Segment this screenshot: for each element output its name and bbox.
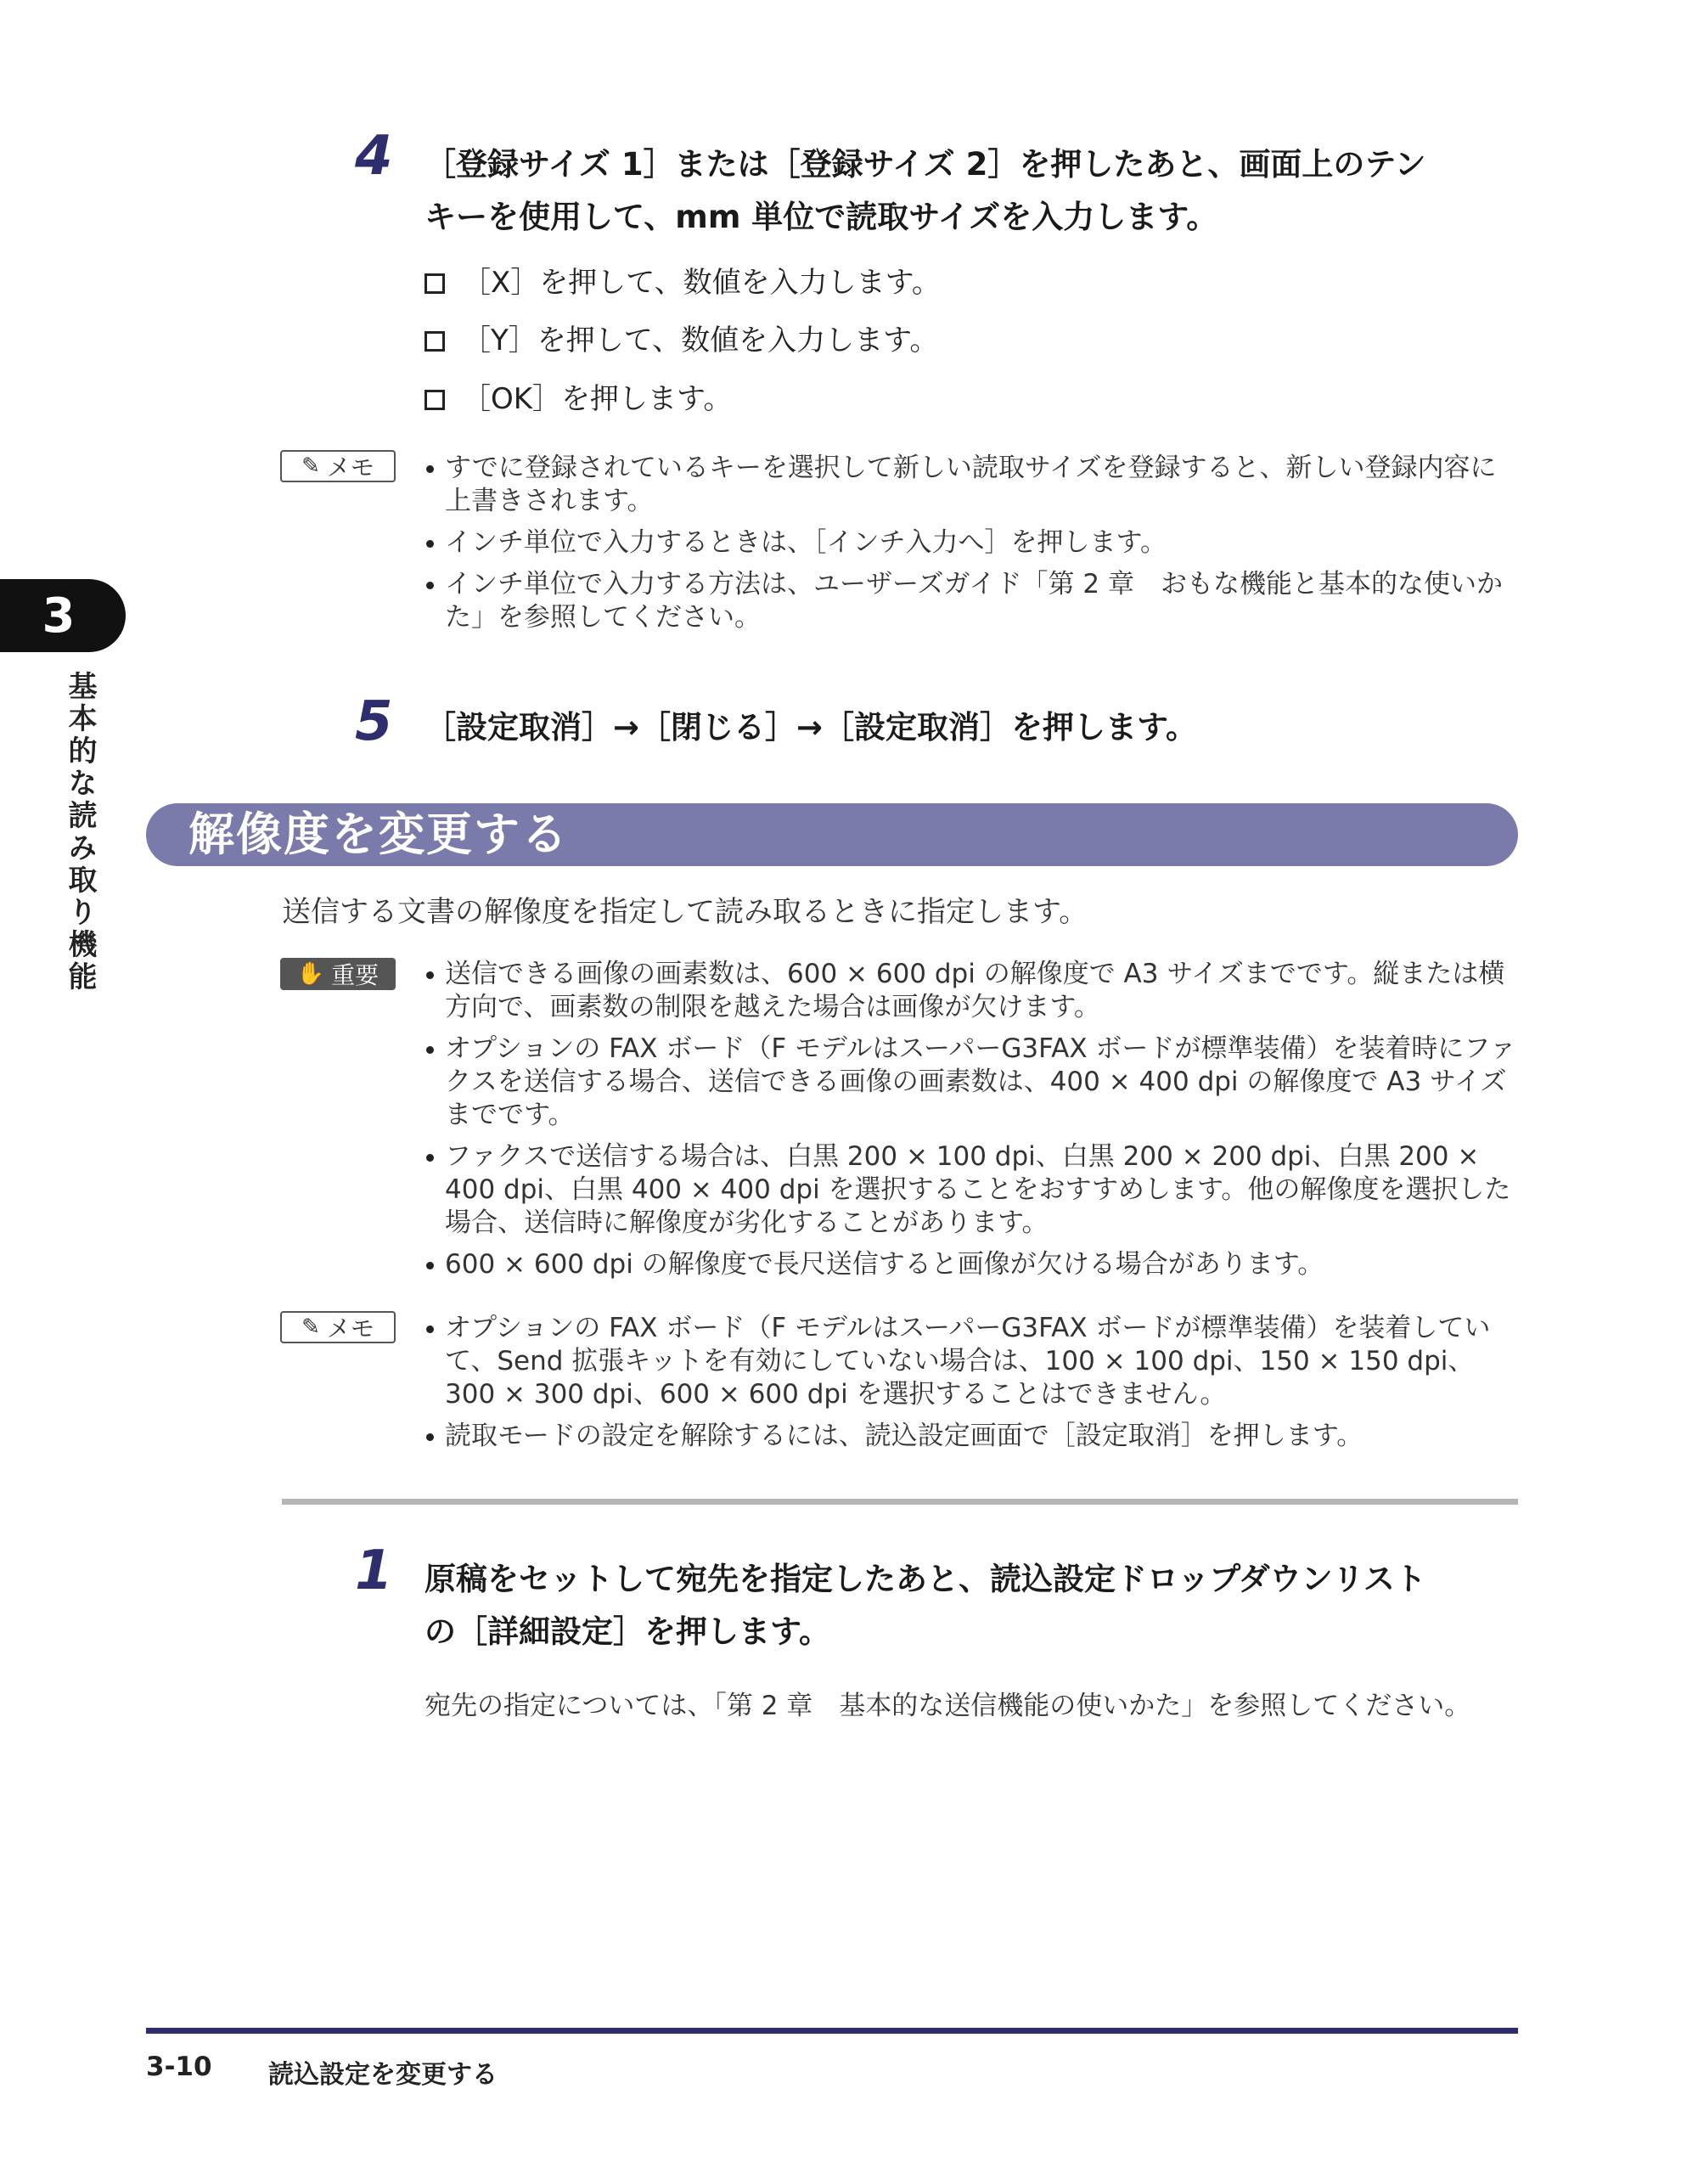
memo-1-list xyxy=(424,452,1520,643)
chapter-title: 基本的な読み取り機能 xyxy=(63,671,97,993)
memo-label-text: メモ xyxy=(326,453,374,481)
memo-2-item: 読取モードの設定を解除するには、読込設定画面で［設定取消］を押します。 xyxy=(424,1420,1520,1453)
chapter-tab: 3 xyxy=(0,579,126,652)
page-number: 3-10 xyxy=(146,2052,212,2082)
section-intro: 送信する文書の解像度を指定して読み取るときに指定します。 xyxy=(282,895,1088,929)
important-list xyxy=(424,958,1520,1290)
step-4-title-line1: ［登録サイズ 1］または［登録サイズ 2］を押したあと、画面上のテン xyxy=(424,146,1426,183)
section-divider xyxy=(282,1499,1518,1505)
important-item: オプションの FAX ボード（F モデルはスーパーG3FAX ボードが標準装備）を装着時にファクスを送信する場合、送信できる画像の画素数は、400 × 400 dpi の解像度で A3 サイズまでです。 xyxy=(424,1033,1520,1132)
checkbox-icon xyxy=(424,390,445,410)
pencil-icon: ✎ xyxy=(301,1314,320,1340)
step-4-number: 4 xyxy=(355,125,393,188)
check-item-y xyxy=(424,324,938,357)
check-item-label: ［OK］を押します。 xyxy=(462,382,733,416)
checkbox-icon xyxy=(424,273,445,294)
memo-1-item: インチ単位で入力する方法は、ユーザーズガイド「第 2 章 おもな機能と基本的な使いかた」を参照してください。 xyxy=(424,568,1520,634)
important-item: 600 × 600 dpi の解像度で長尺送信すると画像が欠ける場合があります。 xyxy=(424,1248,1520,1281)
step-1-title-line1: 原稿をセットして宛先を指定したあと、読込設定ドロップダウンリスト xyxy=(424,1561,1426,1597)
hand-icon: ✋ xyxy=(296,961,325,987)
pencil-icon: ✎ xyxy=(301,453,320,479)
memo-2-list xyxy=(424,1312,1520,1461)
section-title: 解像度を変更する xyxy=(188,808,569,861)
step-4-title-line2: キーを使用して、mm 単位で読取サイズを入力します。 xyxy=(424,199,1218,235)
footer-title: 読込設定を変更する xyxy=(268,2060,498,2090)
step-5-title: ［設定取消］→［閉じる］→［設定取消］を押します。 xyxy=(424,709,1198,746)
check-item-label: ［Y］を押して、数値を入力します。 xyxy=(462,324,939,357)
important-label-text: 重要 xyxy=(331,961,380,989)
important-item: ファクスで送信する場合は、白黒 200 × 100 dpi、白黒 200 × 200 dpi、白黒 200 × 400 dpi、白黒 400 × 400 dpi を選択することをおすすめします。他の解像度を選択した場合、送信時に解像度が劣化することがあります。 xyxy=(424,1140,1520,1240)
check-item-x xyxy=(424,266,941,300)
step-1-description: 宛先の指定については、「第 2 章 基本的な送信機能の使いかた」を参照してください。 xyxy=(424,1691,1471,1721)
memo-label-text: メモ xyxy=(326,1314,374,1342)
check-item-ok xyxy=(424,382,732,416)
step-5-number: 5 xyxy=(355,690,393,753)
memo-2-item: オプションの FAX ボード（F モデルはスーパーG3FAX ボードが標準装備）を装着していて、Send 拡張キットを有効にしていない場合は、100 × 100 dpi、150 × 150 dpi、300 × 300 dpi、600 × 600 dpi を選択することはできません。 xyxy=(424,1312,1520,1411)
important-label xyxy=(280,958,396,990)
check-item-label: ［X］を押して、数値を入力します。 xyxy=(462,266,941,300)
memo-1-item: すでに登録されているキーを選択して新しい読取サイズを登録すると、新しい登録内容に上書きされます。 xyxy=(424,452,1520,518)
footer-rule xyxy=(146,2028,1518,2034)
memo-label xyxy=(280,1311,396,1343)
memo-1-item: インチ単位で入力するときは、［インチ入力へ］を押します。 xyxy=(424,526,1520,560)
memo-label xyxy=(280,450,396,482)
important-item: 送信できる画像の画素数は、600 × 600 dpi の解像度で A3 サイズまでです。縦または横方向で、画素数の制限を越えた場合は画像が欠けます。 xyxy=(424,958,1520,1024)
step-1-number: 1 xyxy=(355,1539,393,1602)
checkbox-icon xyxy=(424,331,445,352)
step-4-title xyxy=(424,138,1425,244)
step-1-title-line2: の［詳細設定］を押します。 xyxy=(424,1613,831,1650)
step-1-title xyxy=(424,1553,1426,1658)
